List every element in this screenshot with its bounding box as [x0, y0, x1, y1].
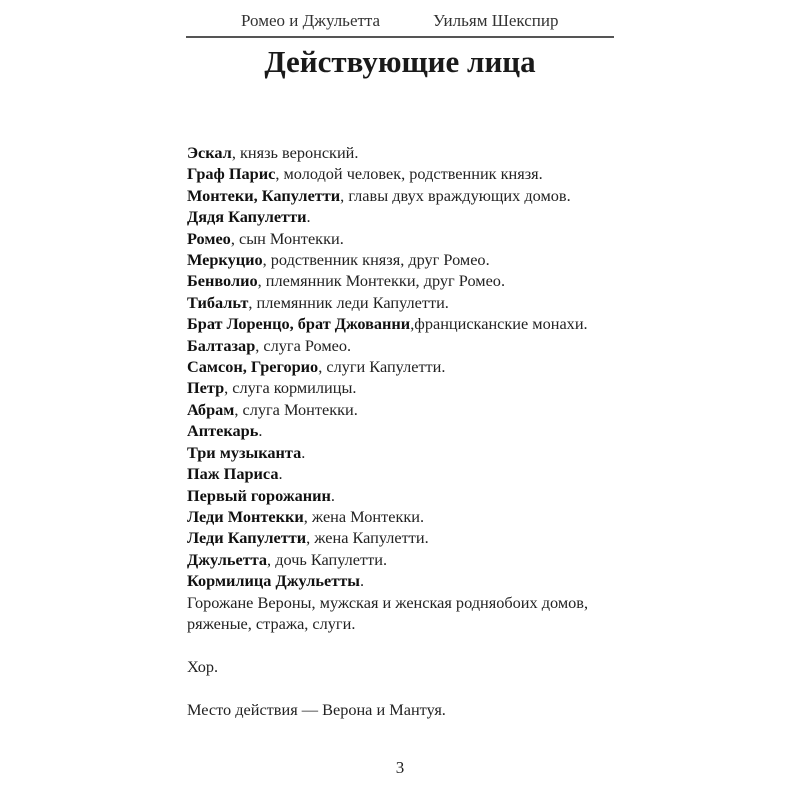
- character-description: , жена Монтекки.: [303, 506, 425, 526]
- running-header: [186, 8, 614, 38]
- character-entry: [187, 527, 588, 548]
- character-name: Монтеки, Капулетти: [187, 185, 341, 205]
- character-name: Эскал: [187, 143, 232, 162]
- character-description: .: [258, 421, 263, 441]
- character-description: .: [359, 571, 365, 591]
- character-name: Аптекарь: [187, 421, 259, 441]
- character-entry: [187, 485, 588, 506]
- page-title: Действующие лица: [264, 44, 536, 79]
- spacer: [187, 634, 588, 655]
- citizens-line-continued: ряженые, стража, слуги.: [187, 613, 356, 633]
- character-description: ,францисканские монахи.: [410, 314, 588, 334]
- character-description: , слуга Ромео.: [255, 335, 352, 355]
- character-description: , дочь Капулетти.: [267, 549, 388, 569]
- spacer: [187, 677, 588, 698]
- character-name: Кормилица Джульетты: [187, 571, 360, 591]
- character-entry: [187, 463, 588, 484]
- character-name: Леди Монтекки: [187, 506, 304, 526]
- header-book-title: Ромео и Джульетта: [241, 11, 381, 30]
- character-entry: [187, 356, 588, 377]
- character-entry: [187, 442, 588, 463]
- character-name: Балтазар: [187, 335, 256, 355]
- character-description: , главы двух враждующих домов.: [340, 185, 571, 205]
- character-entry: [187, 292, 588, 313]
- character-description: , слуги Капулетти.: [318, 357, 446, 377]
- character-name: Дядя Капулетти: [187, 207, 307, 227]
- character-entry: [187, 377, 588, 398]
- character-name: Бенволио: [187, 271, 258, 291]
- citizens-line: Горожане Вероны, мужская и женская родняобоих домов,: [187, 592, 589, 612]
- character-description: , слуга Монтекки.: [234, 399, 358, 419]
- character-name: Ромео: [187, 228, 231, 248]
- character-entry: [187, 570, 588, 591]
- character-entry: [187, 549, 588, 570]
- character-name: Абрам: [187, 399, 235, 419]
- character-description: , князь веронский.: [231, 143, 359, 162]
- chorus-entry: Хор.: [187, 656, 219, 676]
- character-name: Самсон, Грегорио: [187, 357, 319, 377]
- character-entry: [187, 228, 588, 249]
- character-entry: [187, 185, 588, 206]
- setting-line: Место действия — Верона и Мантуя.: [187, 699, 446, 719]
- character-name: Граф Парис: [187, 164, 276, 184]
- character-name: Три музыканта: [187, 442, 302, 462]
- character-name: Джульетта: [187, 549, 268, 569]
- character-entry: [187, 270, 588, 291]
- character-entry: [187, 335, 588, 356]
- character-description: .: [306, 207, 311, 227]
- character-name: Брат Лоренцо, брат Джованни: [187, 314, 411, 334]
- character-entry: [187, 249, 588, 270]
- character-name: Тибальт: [187, 292, 249, 312]
- character-name: Меркуцио: [187, 250, 263, 270]
- character-entry: [187, 313, 588, 334]
- character-name: Леди Капулетти: [187, 528, 307, 548]
- character-name: Первый горожанин: [187, 485, 331, 505]
- character-entry: [187, 420, 588, 441]
- character-entry: [187, 399, 588, 420]
- character-name: Паж Париса: [187, 464, 279, 484]
- character-entry: [187, 142, 588, 163]
- character-description: , племянник Монтекки, друг Ромео.: [257, 271, 506, 291]
- character-description: .: [301, 442, 306, 462]
- header-author: Уильям Шекспир: [433, 11, 559, 30]
- page-number: 3: [395, 758, 405, 777]
- character-description: , сын Монтекки.: [230, 228, 344, 248]
- character-description: , жена Капулетти.: [306, 528, 429, 548]
- character-entry: [187, 163, 588, 184]
- character-description: , племянник леди Капулетти.: [248, 292, 449, 312]
- character-description: , слуга кормилицы.: [224, 378, 357, 398]
- character-description: , родственник князя, друг Ромео.: [262, 250, 490, 270]
- character-list: [187, 142, 588, 720]
- character-entry: [187, 506, 588, 527]
- character-name: Петр: [187, 378, 225, 398]
- character-description: .: [278, 464, 283, 484]
- character-entry: [187, 206, 588, 227]
- character-description: .: [330, 485, 335, 505]
- character-description: , молодой человек, родственник князя.: [275, 164, 543, 184]
